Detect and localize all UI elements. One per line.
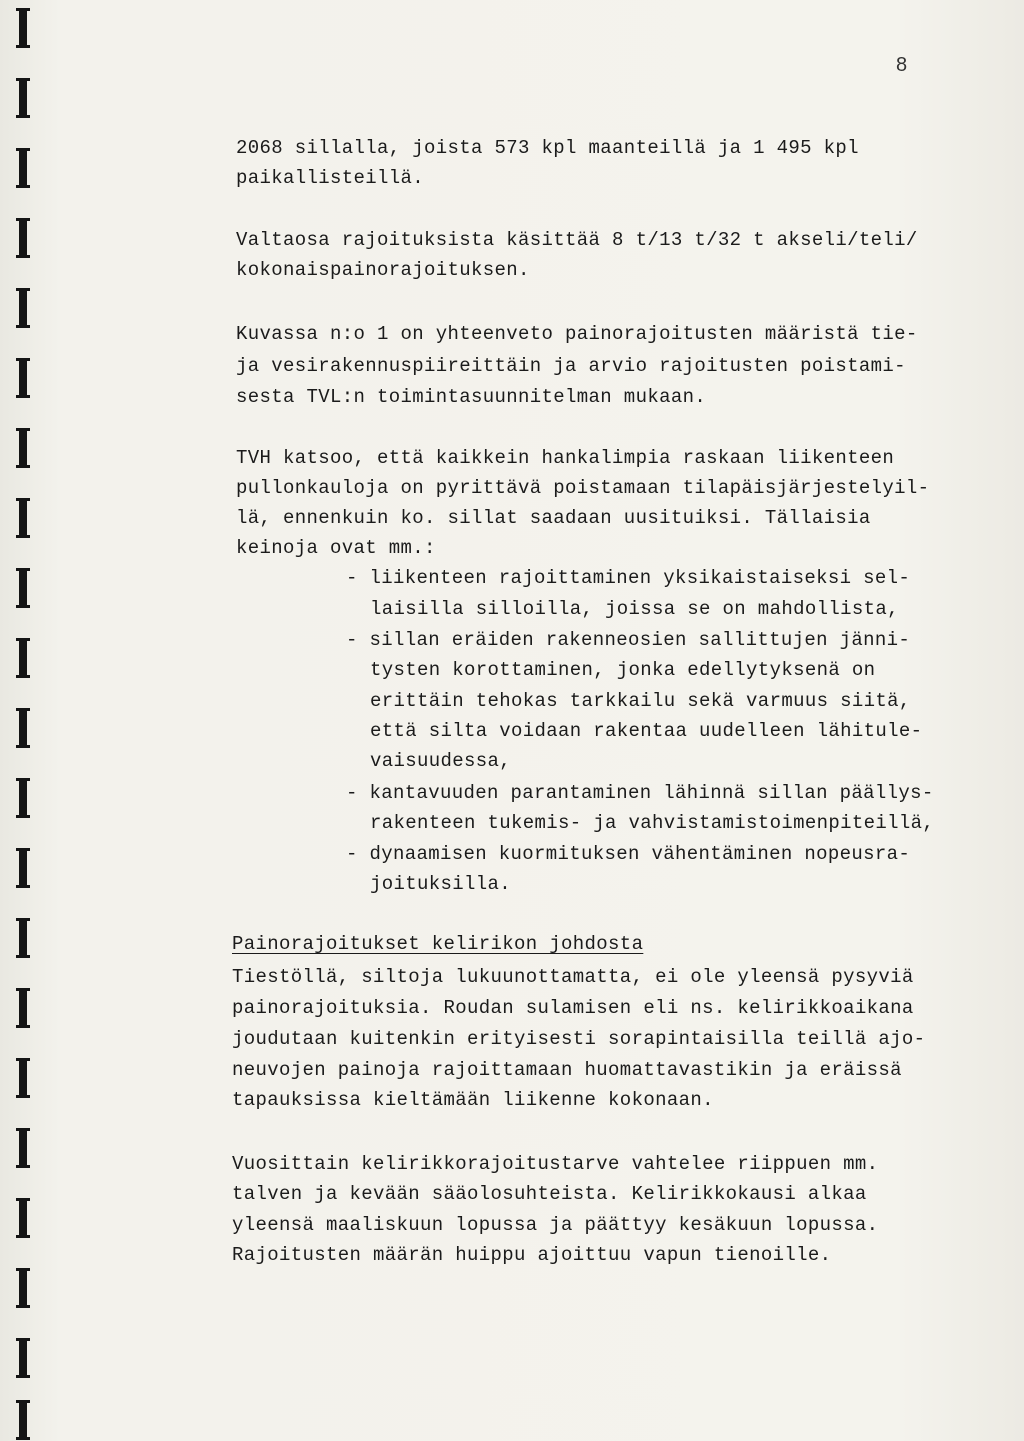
binding-hole [19,568,27,608]
text-line: keinoja ovat mm.: [236,537,436,559]
binding-hole [19,1058,27,1098]
text-line: Kuvassa n:o 1 on yhteenveto painorajoitusten määristä tie- [236,323,918,345]
binding-hole [19,848,27,888]
text-line: Vuosittain kelirikkorajoitustarve vahtelee riippuen mm. [232,1153,879,1175]
text-line: paikallisteillä. [236,167,425,189]
text-line: 2068 sillalla, joista 573 kpl maanteillä ja 1 495 kpl [236,137,859,159]
binding-hole [19,498,27,538]
binding-hole [19,778,27,818]
binding-hole [19,148,27,188]
text-line: pullonkauloja on pyrittävä poistamaan tilapäisjärjestelyil- [236,477,930,499]
list-item: - sillan eräiden rakenneosien sallittujen jänni- [346,629,911,651]
text-line: tapauksissa kieltämään liikenne kokonaan. [232,1089,714,1111]
text-line: sesta TVL:n toimintasuunnitelman mukaan. [236,386,707,408]
binding-hole [19,8,27,48]
text-line: lä, ennenkuin ko. sillat saadaan uusituiksi. Tällaisia [236,507,871,529]
text-line: yleensä maaliskuun lopussa ja päättyy kesäkuun lopussa. [232,1214,879,1236]
binding-hole [19,1338,27,1378]
list-item-continuation: erittäin tehokas tarkkailu sekä varmuus siitä, [370,690,911,712]
page-number: 8 [896,54,908,76]
list-item-continuation: vaisuudessa, [370,750,512,772]
list-item: - kantavuuden parantaminen lähinnä sillan päällys- [346,782,934,804]
binding-hole [19,358,27,398]
text-line: joudutaan kuitenkin erityisesti sorapintaisilla teillä ajo- [232,1028,926,1050]
list-item-continuation: joituksilla. [370,873,512,895]
text-line: Valtaosa rajoituksista käsittää 8 t/13 t/32 t akseli/teli/ [236,229,918,251]
text-line: TVH katsoo, että kaikkein hankalimpia raskaan liikenteen [236,447,895,469]
list-item-continuation: rakenteen tukemis- ja vahvistamistoimenpiteillä, [370,812,935,834]
text-line: Tiestöllä, siltoja lukuunottamatta, ei ole yleensä pysyviä [232,966,914,988]
section-heading: Painorajoitukset kelirikon johdosta [232,933,644,955]
binding-hole [19,708,27,748]
text-line: painorajoituksia. Roudan sulamisen eli ns. kelirikkoaikana [232,997,914,1019]
binding-hole [19,1198,27,1238]
binding-hole [19,1268,27,1308]
text-line: Rajoitusten määrän huippu ajoittuu vapun tienoille. [232,1244,832,1266]
text-line: neuvojen painoja rajoittamaan huomattavastikin ja eräissä [232,1059,902,1081]
text-line: talven ja kevään sääolosuhteista. Kelirikkokausi alkaa [232,1183,867,1205]
text-line: ja vesirakennuspiireittäin ja arvio rajoitusten poistami- [236,355,906,377]
binding-hole [19,1128,27,1168]
binding-hole [19,988,27,1028]
list-item: - dynaamisen kuormituksen vähentäminen nopeusra- [346,843,911,865]
binding-hole [19,918,27,958]
text-line: kokonaispainorajoituksen. [236,259,530,281]
binding-hole [19,638,27,678]
binding-hole [19,428,27,468]
list-item-continuation: että silta voidaan rakentaa uudelleen lähitule- [370,720,923,742]
list-item: - liikenteen rajoittaminen yksikaistaiseksi sel- [346,567,911,589]
list-item-continuation: tysten korottaminen, jonka edellytyksenä on [370,659,876,681]
binding-hole [19,218,27,258]
binding-hole [19,78,27,118]
binding-hole [19,1400,27,1440]
binding-hole [19,288,27,328]
list-item-continuation: laisilla silloilla, joissa se on mahdollista, [370,598,899,620]
